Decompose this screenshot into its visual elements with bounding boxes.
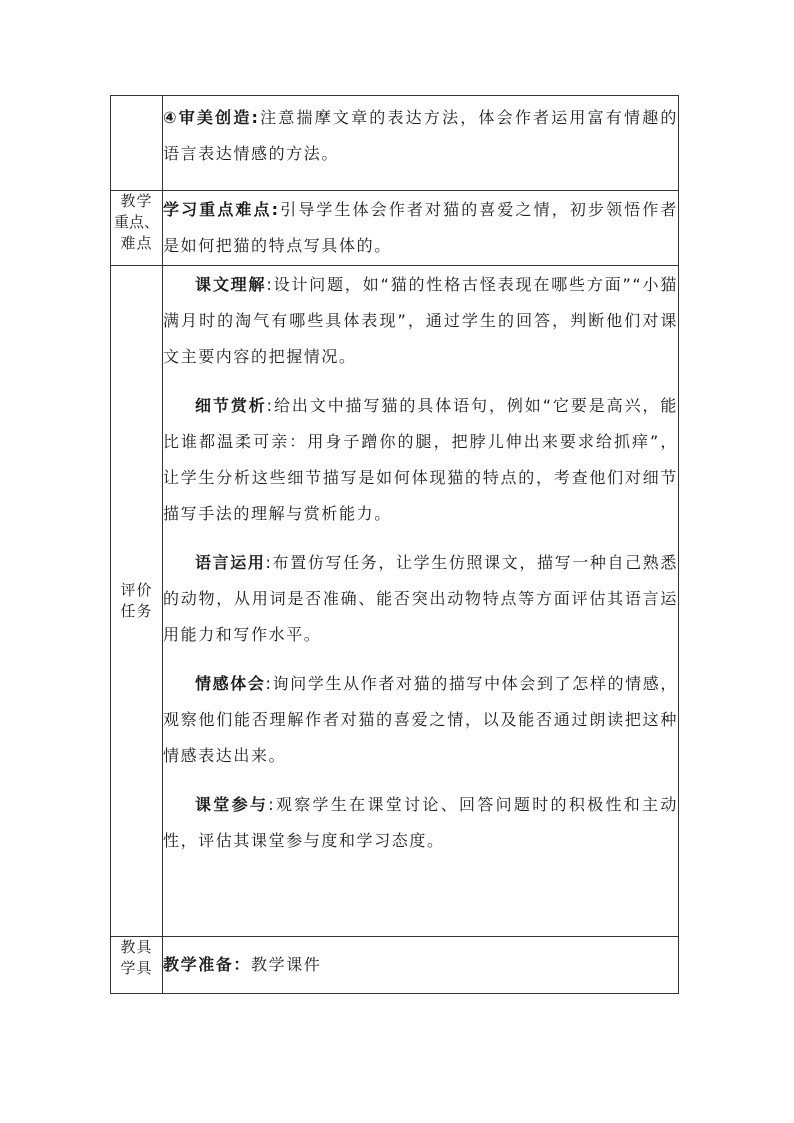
- teaching-aids-text: 教学课件: [251, 955, 322, 974]
- evaluation-tasks-label: 评价 任务: [111, 266, 163, 937]
- eval-item-title: 细节赏析: [195, 396, 267, 415]
- row-label-empty: [111, 96, 163, 191]
- aesthetic-creation-title: ④审美创造: [163, 108, 252, 127]
- evaluation-tasks-cell: [163, 266, 679, 937]
- key-points-title: 学习重点难点: [163, 200, 272, 219]
- eval-item-language-use: 语言运用:布置仿写任务，让学生仿照课文，描写一种自己熟悉的动物，从用词是否准确、能否突出动物特点等方面评估其语言运用能力和写作水平。: [163, 553, 678, 644]
- eval-item-detail-appreciation: 细节赏析:给出文中描写猫的具体语句，例如“它要是高兴，能比谁都温柔可亲：用身子蹭你的腿，把脖儿伸出来要求给抓痒”，让学生分析这些细节描写是如何体现猫的特点的，考查他们对细节描写手法的理解与赏析能力。: [163, 396, 679, 523]
- teaching-aids-paragraph: 教学准备：教学课件: [163, 955, 322, 974]
- teaching-aids-cell: [163, 937, 679, 994]
- eval-item-text: 给出文中描写猫的具体语句，例如“它要是高兴，能比谁都温柔可亲：用身子蹭你的腿，把脖儿伸出来要求给抓痒”，让学生分析这些细节描写是如何体现猫的特点的，考查他们对细节描写手法的理解与赏析能力。: [163, 396, 679, 523]
- key-points-text: 引导学生体会作者对猫的喜爱之情，初步领悟作者是如何把猫的特点写具体的。: [163, 200, 678, 255]
- teaching-aids-row: [111, 937, 679, 994]
- lesson-plan-table: [110, 95, 679, 994]
- eval-item-emotion: 情感体会:询问学生从作者对猫的描写中体会到了怎样的情感，观察他们能否理解作者对猫的喜爱之情，以及能否通过朗读把这种情感表达出来。: [163, 674, 678, 765]
- aesthetic-creation-paragraph: ④审美创造:注意揣摩文章的表达方法，体会作者运用富有情趣的语言表达情感的方法。: [163, 108, 678, 163]
- key-points-label: 教学 重点、 难点: [111, 191, 163, 266]
- key-points-cell: [163, 191, 679, 266]
- aesthetic-creation-row: [111, 96, 679, 191]
- eval-item-text: 布置仿写任务，让学生仿照课文，描写一种自己熟悉的动物，从用词是否准确、能否突出动物特点等方面评估其语言运用能力和写作水平。: [163, 553, 678, 644]
- eval-item-participation: 课堂参与:观察学生在课堂讨论、回答问题时的积极性和主动性，评估其课堂参与度和学习态度。: [163, 795, 678, 850]
- eval-item-title: 情感体会: [195, 674, 266, 693]
- teaching-aids-label: 教具 学具: [111, 937, 163, 994]
- evaluation-tasks-row: [111, 266, 679, 937]
- key-points-paragraph: 学习重点难点:引导学生体会作者对猫的喜爱之情，初步领悟作者是如何把猫的特点写具体的。: [163, 200, 678, 255]
- aesthetic-creation-text: 注意揣摩文章的表达方法，体会作者运用富有情趣的语言表达情感的方法。: [163, 108, 678, 163]
- eval-item-title: 语言运用: [195, 553, 266, 572]
- eval-item-text-comprehension: 课文理解:设计问题，如“猫的性格古怪表现在哪些方面”“小猫满月时的淘气有哪些具体表现”，通过学生的回答，判断他们对课文主要内容的把握情况。: [163, 275, 678, 366]
- eval-item-text: 设计问题，如“猫的性格古怪表现在哪些方面”“小猫满月时的淘气有哪些具体表现”，通过学生的回答，判断他们对课文主要内容的把握情况。: [163, 275, 678, 366]
- eval-item-text: 观察学生在课堂讨论、回答问题时的积极性和主动性，评估其课堂参与度和学习态度。: [163, 795, 678, 850]
- eval-item-title: 课堂参与: [195, 795, 269, 814]
- eval-item-title: 课文理解: [195, 275, 267, 294]
- aesthetic-creation-cell: [163, 96, 679, 191]
- key-difficult-points-row: [111, 191, 679, 266]
- teaching-aids-title: 教学准备: [163, 955, 234, 974]
- eval-item-text: 询问学生从作者对猫的描写中体会到了怎样的情感，观察他们能否理解作者对猫的喜爱之情，以及能否通过朗读把这种情感表达出来。: [163, 674, 678, 765]
